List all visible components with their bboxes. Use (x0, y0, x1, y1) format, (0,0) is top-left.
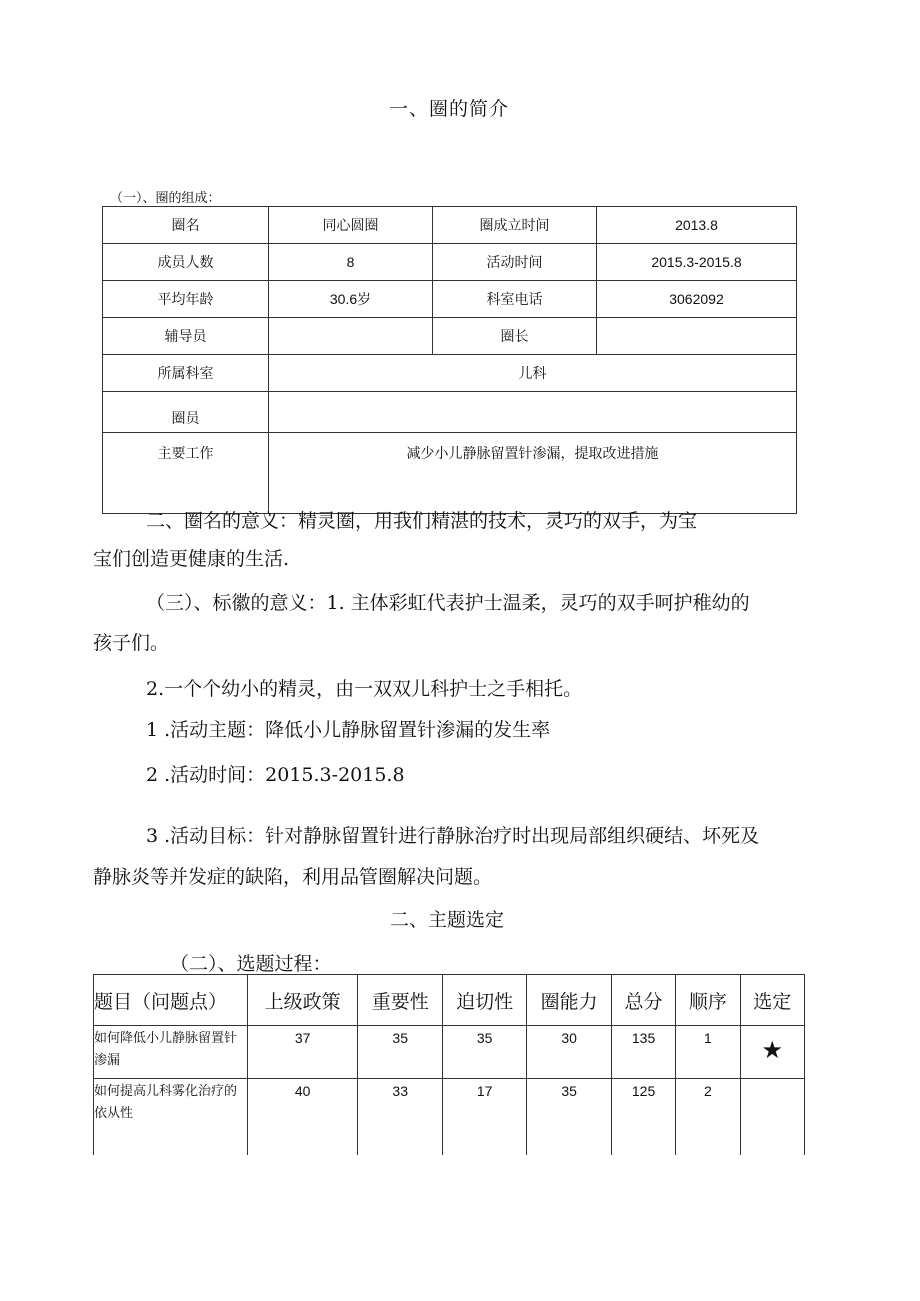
process-label: （二）、选题过程： (170, 953, 332, 975)
header-urgency: 迫切性 (442, 975, 526, 1026)
circle-composition-table (102, 206, 797, 514)
ability-cell: 30 (527, 1026, 611, 1079)
table-row (103, 207, 797, 244)
header-total: 总分 (611, 975, 675, 1026)
department-label: 所属科室 (103, 355, 269, 392)
main-work-label: 主要工作 (103, 433, 269, 514)
star-icon: ★ (761, 1037, 784, 1064)
section2-title: 二、主题选定 (390, 909, 505, 931)
table-header-row (94, 975, 805, 1026)
paragraph-logo-meaning-1: （三）、标徽的意义：1. 主体彩虹代表护士温柔，灵巧的双手呵护稚幼的 (146, 592, 750, 614)
members-value (269, 392, 797, 433)
composition-label: （一）、圈的组成： (110, 191, 221, 206)
paragraph-activity-goal-1: 3 .活动目标：针对静脉留置针进行静脉治疗时出现局部组织硬结、坏死及 (146, 825, 760, 847)
section1-title: 一、圈的简介 (389, 98, 510, 120)
founded-label: 圈成立时间 (433, 207, 597, 244)
founded-value: 2013.8 (597, 207, 797, 244)
topic-cell: 如何降低小儿静脉留置针渗漏 (94, 1026, 248, 1079)
members-count-value: 8 (269, 244, 433, 281)
total-cell: 135 (611, 1026, 675, 1079)
table-row (94, 1079, 805, 1156)
advisor-label: 辅导员 (103, 318, 269, 355)
table-row (94, 1026, 805, 1079)
header-rank: 顺序 (676, 975, 740, 1026)
table-row (103, 433, 797, 514)
phone-label: 科室电话 (433, 281, 597, 318)
ability-cell: 35 (527, 1079, 611, 1156)
header-ability: 圈能力 (527, 975, 611, 1026)
avg-age-label: 平均年龄 (103, 281, 269, 318)
importance-cell: 35 (358, 1026, 442, 1079)
paragraph-activity-time: 2 .活动时间：2015.3-2015.8 (146, 764, 405, 786)
rank-cell: 1 (676, 1026, 740, 1079)
policy-cell: 40 (247, 1079, 358, 1156)
paragraph-activity-goal-2: 静脉炎等并发症的缺陷，利用品管圈解决问题。 (93, 866, 493, 888)
main-work-value: 减少小儿静脉留置针渗漏，提取改进措施 (269, 433, 797, 514)
header-selected: 选定 (740, 975, 804, 1026)
avg-age-value: 30.6岁 (269, 281, 433, 318)
activity-time-value: 2015.3-2015.8 (597, 244, 797, 281)
urgency-cell: 17 (442, 1079, 526, 1156)
header-topic: 题目（问题点） (94, 975, 248, 1026)
leader-value (597, 318, 797, 355)
leader-label: 圈长 (433, 318, 597, 355)
members-label: 圈员 (103, 392, 269, 433)
paragraph-activity-theme: 1 .活动主题：降低小儿静脉留置针渗漏的发生率 (146, 719, 551, 741)
advisor-value (269, 318, 433, 355)
policy-cell: 37 (247, 1026, 358, 1079)
activity-time-label: 活动时间 (433, 244, 597, 281)
total-cell: 125 (611, 1079, 675, 1156)
department-value: 儿科 (269, 355, 797, 392)
circle-name-value: 同心圆圈 (269, 207, 433, 244)
paragraph-logo-meaning-3: 2.一个个幼小的精灵，由一双双儿科护士之手相托。 (146, 678, 583, 700)
topic-selection-table (93, 974, 805, 1155)
topic-cell: 如何提高儿科雾化治疗的依从性 (94, 1079, 248, 1156)
selected-cell (740, 1079, 804, 1156)
selected-cell (740, 1026, 804, 1079)
header-importance: 重要性 (358, 975, 442, 1026)
paragraph-logo-meaning-2: 孩子们。 (93, 632, 170, 654)
table-row (103, 244, 797, 281)
table-row (103, 355, 797, 392)
phone-value: 3062092 (597, 281, 797, 318)
rank-cell: 2 (676, 1079, 740, 1156)
circle-name-label: 圈名 (103, 207, 269, 244)
importance-cell: 33 (358, 1079, 442, 1156)
paragraph-name-meaning-1: 二、圈名的意义：精灵圈，用我们精湛的技术，灵巧的双手，为宝 (146, 510, 698, 532)
members-count-label: 成员人数 (103, 244, 269, 281)
paragraph-name-meaning-2: 宝们创造更健康的生活. (93, 548, 290, 570)
table-row (103, 392, 797, 433)
table-row (103, 281, 797, 318)
urgency-cell: 35 (442, 1026, 526, 1079)
header-policy: 上级政策 (247, 975, 358, 1026)
table-row (103, 318, 797, 355)
